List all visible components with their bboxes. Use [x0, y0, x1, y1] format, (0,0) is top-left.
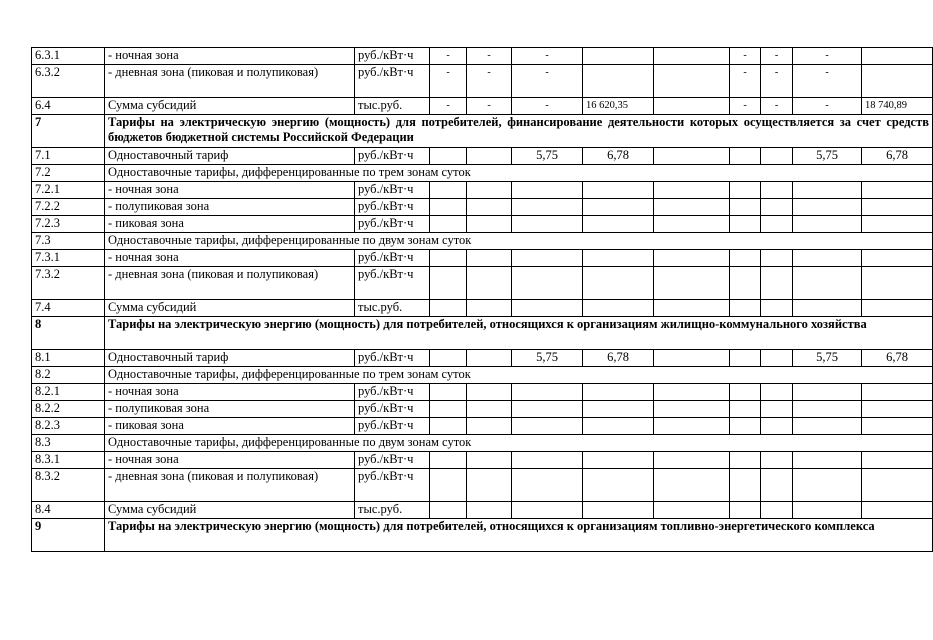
value-cell: 6,78 — [862, 350, 933, 367]
value-cell — [761, 502, 793, 519]
row-unit: руб./кВт·ч — [355, 250, 430, 267]
value-cell — [730, 267, 761, 300]
row-number: 8.2.2 — [32, 401, 105, 418]
value-cell — [430, 418, 467, 435]
row-number: 7.3.1 — [32, 250, 105, 267]
value-cell — [654, 148, 730, 165]
value-cell — [583, 469, 654, 502]
value-cell: - — [467, 98, 512, 115]
value-cell — [467, 216, 512, 233]
value-cell — [793, 452, 862, 469]
value-cell — [862, 418, 933, 435]
table-row — [32, 452, 933, 469]
value-cell — [862, 452, 933, 469]
value-cell — [793, 469, 862, 502]
value-cell — [430, 267, 467, 300]
value-cell — [583, 401, 654, 418]
table-row — [32, 216, 933, 233]
value-cell — [430, 182, 467, 199]
value-cell — [512, 502, 583, 519]
value-cell — [793, 502, 862, 519]
value-cell — [730, 148, 761, 165]
row-name: Одноставочный тариф — [105, 350, 355, 367]
value-cell — [862, 502, 933, 519]
subgroup-title: Одноставочные тарифы, дифференцированные по трем зонам суток — [105, 165, 933, 182]
value-cell — [862, 267, 933, 300]
row-number: 8.3.1 — [32, 452, 105, 469]
section-title: Тарифы на электрическую энергию (мощность) для потребителей, финансирование деятельности которых осуществляется за счет средств бюджетов бюджетной системы Российской Федерации — [105, 115, 933, 148]
section-header-row — [32, 115, 933, 148]
table-row — [32, 384, 933, 401]
row-name: - ночная зона — [105, 182, 355, 199]
value-cell — [862, 469, 933, 502]
value-cell: - — [467, 48, 512, 65]
value-cell — [467, 350, 512, 367]
value-cell: 5,75 — [512, 148, 583, 165]
value-cell — [467, 182, 512, 199]
value-cell — [583, 199, 654, 216]
value-cell: - — [430, 48, 467, 65]
value-cell — [467, 502, 512, 519]
value-cell — [793, 199, 862, 216]
value-cell — [654, 401, 730, 418]
row-name: - пиковая зона — [105, 418, 355, 435]
value-cell — [430, 469, 467, 502]
row-number: 8.3 — [32, 435, 105, 452]
value-cell — [512, 182, 583, 199]
row-number: 7.3.2 — [32, 267, 105, 300]
table-row — [32, 401, 933, 418]
row-name: - ночная зона — [105, 48, 355, 65]
row-number: 8.3.2 — [32, 469, 105, 502]
value-cell: - — [761, 98, 793, 115]
subgroup-title: Одноставочные тарифы, дифференцированные по двум зонам суток — [105, 233, 933, 250]
value-cell — [512, 267, 583, 300]
section-number: 9 — [32, 519, 105, 552]
row-number: 7.2.1 — [32, 182, 105, 199]
value-cell — [862, 182, 933, 199]
value-cell — [654, 469, 730, 502]
value-cell — [654, 199, 730, 216]
value-cell — [583, 418, 654, 435]
value-cell — [583, 267, 654, 300]
row-number: 8.2.1 — [32, 384, 105, 401]
value-cell — [761, 384, 793, 401]
value-cell: - — [730, 65, 761, 98]
value-cell — [730, 469, 761, 502]
row-number: 7.4 — [32, 300, 105, 317]
row-name: - пиковая зона — [105, 216, 355, 233]
subgroup-row — [32, 233, 933, 250]
table-row — [32, 182, 933, 199]
row-unit: руб./кВт·ч — [355, 199, 430, 216]
value-cell — [467, 267, 512, 300]
value-cell — [730, 350, 761, 367]
value-cell: - — [430, 98, 467, 115]
row-number: 7.3 — [32, 233, 105, 250]
value-cell: - — [761, 65, 793, 98]
subgroup-title: Одноставочные тарифы, дифференцированные по трем зонам суток — [105, 367, 933, 384]
row-unit: руб./кВт·ч — [355, 216, 430, 233]
value-cell — [654, 216, 730, 233]
value-cell: - — [512, 48, 583, 65]
value-cell — [512, 418, 583, 435]
table-row — [32, 267, 933, 300]
value-cell — [430, 216, 467, 233]
row-number: 7.2.3 — [32, 216, 105, 233]
row-number: 6.3.1 — [32, 48, 105, 65]
row-number: 7.2.2 — [32, 199, 105, 216]
row-unit: руб./кВт·ч — [355, 384, 430, 401]
row-name: Одноставочный тариф — [105, 148, 355, 165]
row-number: 7.2 — [32, 165, 105, 182]
value-cell — [654, 98, 730, 115]
value-cell: 18 740,89 — [862, 98, 933, 115]
table-row — [32, 502, 933, 519]
value-cell — [654, 250, 730, 267]
row-name: - ночная зона — [105, 452, 355, 469]
value-cell — [761, 199, 793, 216]
subgroup-title: Одноставочные тарифы, дифференцированные по двум зонам суток — [105, 435, 933, 452]
value-cell — [793, 384, 862, 401]
row-unit: руб./кВт·ч — [355, 469, 430, 502]
section-number: 7 — [32, 115, 105, 148]
subgroup-row — [32, 435, 933, 452]
section-number: 8 — [32, 317, 105, 350]
value-cell — [512, 401, 583, 418]
value-cell — [654, 452, 730, 469]
value-cell — [862, 199, 933, 216]
row-unit: руб./кВт·ч — [355, 267, 430, 300]
value-cell — [512, 300, 583, 317]
row-number: 8.2 — [32, 367, 105, 384]
value-cell — [793, 300, 862, 317]
value-cell — [583, 216, 654, 233]
row-name: Сумма субсидий — [105, 502, 355, 519]
value-cell — [730, 384, 761, 401]
value-cell — [654, 350, 730, 367]
row-unit: тыс.руб. — [355, 98, 430, 115]
row-name: - дневная зона (пиковая и полупиковая) — [105, 469, 355, 502]
value-cell — [654, 418, 730, 435]
section-title: Тарифы на электрическую энергию (мощность) для потребителей, относящихся к организациям топливно-энергетического комплекса — [105, 519, 933, 552]
value-cell — [862, 216, 933, 233]
value-cell — [430, 384, 467, 401]
row-name: - ночная зона — [105, 250, 355, 267]
value-cell: - — [761, 48, 793, 65]
value-cell — [654, 502, 730, 519]
value-cell — [730, 199, 761, 216]
value-cell: 6,78 — [583, 350, 654, 367]
value-cell — [761, 350, 793, 367]
value-cell: 5,75 — [512, 350, 583, 367]
value-cell — [512, 250, 583, 267]
value-cell — [793, 401, 862, 418]
section-title: Тарифы на электрическую энергию (мощность) для потребителей, относящихся к организациям жилищно-коммунального хозяйства — [105, 317, 933, 350]
value-cell — [512, 452, 583, 469]
value-cell: - — [730, 98, 761, 115]
row-unit: тыс.руб. — [355, 502, 430, 519]
value-cell — [430, 401, 467, 418]
value-cell — [512, 199, 583, 216]
value-cell — [761, 452, 793, 469]
value-cell — [730, 216, 761, 233]
section-header-row — [32, 317, 933, 350]
value-cell — [430, 452, 467, 469]
value-cell — [654, 384, 730, 401]
row-unit: руб./кВт·ч — [355, 418, 430, 435]
value-cell: - — [730, 48, 761, 65]
value-cell — [862, 48, 933, 65]
subgroup-row — [32, 367, 933, 384]
value-cell — [761, 401, 793, 418]
row-name: - полупиковая зона — [105, 199, 355, 216]
value-cell — [730, 418, 761, 435]
value-cell — [862, 401, 933, 418]
value-cell — [654, 65, 730, 98]
value-cell — [730, 250, 761, 267]
value-cell — [793, 250, 862, 267]
value-cell — [761, 182, 793, 199]
row-number: 6.4 — [32, 98, 105, 115]
table-row — [32, 350, 933, 367]
row-number: 8.2.3 — [32, 418, 105, 435]
row-unit: тыс.руб. — [355, 300, 430, 317]
table-row — [32, 148, 933, 165]
value-cell: - — [430, 65, 467, 98]
table-row — [32, 98, 933, 115]
value-cell — [467, 300, 512, 317]
value-cell: - — [793, 98, 862, 115]
value-cell — [862, 300, 933, 317]
value-cell — [430, 250, 467, 267]
value-cell — [467, 250, 512, 267]
value-cell — [430, 300, 467, 317]
value-cell: 6,78 — [583, 148, 654, 165]
value-cell — [654, 48, 730, 65]
value-cell — [430, 502, 467, 519]
value-cell — [761, 300, 793, 317]
value-cell — [862, 65, 933, 98]
value-cell — [430, 199, 467, 216]
row-name: - дневная зона (пиковая и полупиковая) — [105, 65, 355, 98]
value-cell — [730, 182, 761, 199]
row-name: - дневная зона (пиковая и полупиковая) — [105, 267, 355, 300]
value-cell: 5,75 — [793, 350, 862, 367]
row-name: - полупиковая зона — [105, 401, 355, 418]
value-cell — [467, 148, 512, 165]
value-cell — [730, 300, 761, 317]
value-cell — [583, 452, 654, 469]
row-number: 6.3.2 — [32, 65, 105, 98]
value-cell — [793, 182, 862, 199]
subgroup-row — [32, 165, 933, 182]
tariff-document-page — [31, 47, 929, 552]
row-unit: руб./кВт·ч — [355, 401, 430, 418]
value-cell: - — [793, 48, 862, 65]
value-cell — [654, 267, 730, 300]
value-cell: - — [793, 65, 862, 98]
section-header-row — [32, 519, 933, 552]
value-cell — [512, 469, 583, 502]
value-cell — [761, 469, 793, 502]
row-number: 7.1 — [32, 148, 105, 165]
value-cell — [467, 401, 512, 418]
value-cell — [761, 267, 793, 300]
value-cell — [761, 148, 793, 165]
value-cell — [467, 418, 512, 435]
value-cell — [467, 199, 512, 216]
value-cell — [730, 502, 761, 519]
value-cell — [761, 216, 793, 233]
value-cell: 16 620,35 — [583, 98, 654, 115]
value-cell — [793, 418, 862, 435]
value-cell — [862, 250, 933, 267]
value-cell — [730, 452, 761, 469]
value-cell — [430, 148, 467, 165]
table-row — [32, 48, 933, 65]
value-cell: 6,78 — [862, 148, 933, 165]
value-cell — [467, 469, 512, 502]
value-cell — [583, 384, 654, 401]
value-cell — [793, 216, 862, 233]
row-number: 8.4 — [32, 502, 105, 519]
table-row — [32, 65, 933, 98]
row-unit: руб./кВт·ч — [355, 452, 430, 469]
value-cell — [730, 401, 761, 418]
value-cell: - — [512, 65, 583, 98]
row-unit: руб./кВт·ч — [355, 182, 430, 199]
value-cell — [512, 216, 583, 233]
table-row — [32, 300, 933, 317]
value-cell — [583, 65, 654, 98]
value-cell — [793, 267, 862, 300]
value-cell — [467, 384, 512, 401]
table-row — [32, 250, 933, 267]
value-cell — [654, 182, 730, 199]
row-name: Сумма субсидий — [105, 300, 355, 317]
row-number: 8.1 — [32, 350, 105, 367]
value-cell: - — [512, 98, 583, 115]
value-cell — [583, 502, 654, 519]
value-cell — [430, 350, 467, 367]
row-unit: руб./кВт·ч — [355, 65, 430, 98]
table-row — [32, 199, 933, 216]
value-cell — [583, 250, 654, 267]
table-row — [32, 418, 933, 435]
value-cell — [467, 452, 512, 469]
tariff-table — [31, 47, 933, 552]
value-cell — [512, 384, 583, 401]
row-unit: руб./кВт·ч — [355, 48, 430, 65]
value-cell — [761, 250, 793, 267]
row-unit: руб./кВт·ч — [355, 350, 430, 367]
value-cell — [583, 300, 654, 317]
value-cell — [583, 182, 654, 199]
value-cell — [654, 300, 730, 317]
row-name: - ночная зона — [105, 384, 355, 401]
value-cell: 5,75 — [793, 148, 862, 165]
value-cell — [862, 384, 933, 401]
row-unit: руб./кВт·ч — [355, 148, 430, 165]
value-cell: - — [467, 65, 512, 98]
row-name: Сумма субсидий — [105, 98, 355, 115]
value-cell — [583, 48, 654, 65]
value-cell — [761, 418, 793, 435]
table-row — [32, 469, 933, 502]
